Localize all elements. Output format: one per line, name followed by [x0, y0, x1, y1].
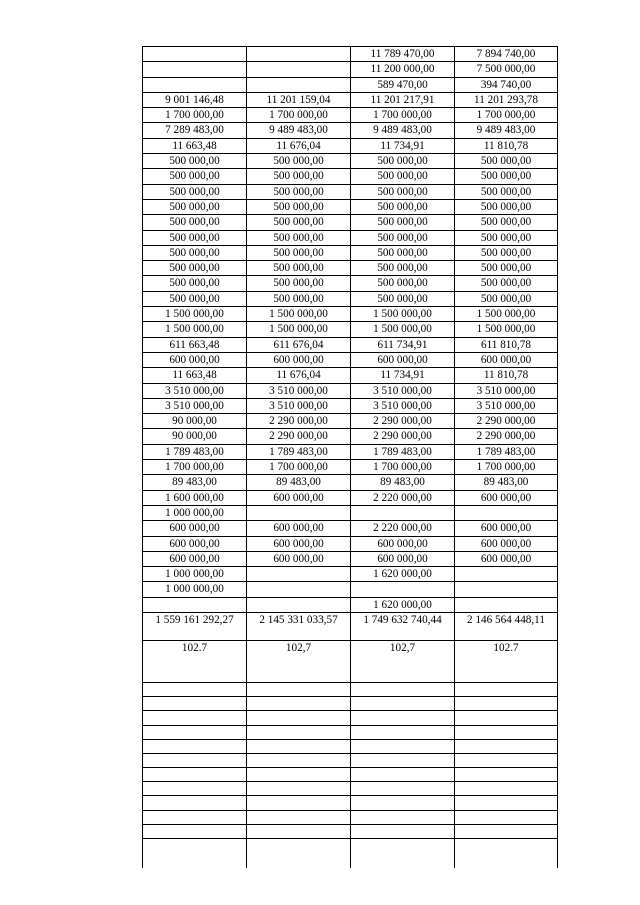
- table-cell: 11 200 000,00: [350, 62, 454, 76]
- table-cell: 500 000,00: [246, 185, 350, 199]
- table-cell: 1 500 000,00: [350, 322, 454, 336]
- table-cell: [246, 506, 350, 520]
- table-cell: 1 789 483,00: [454, 445, 558, 459]
- table-cell: 2 220 000,00: [350, 491, 454, 505]
- table-cell: 600 000,00: [142, 552, 246, 566]
- table-cell: 500 000,00: [142, 292, 246, 306]
- table-cell: 500 000,00: [246, 231, 350, 245]
- table-row: [142, 444, 558, 459]
- table-cell: [454, 567, 558, 581]
- data-table: [142, 46, 558, 868]
- table-cell: 500 000,00: [246, 276, 350, 290]
- table-row: [142, 46, 558, 61]
- table-cell: 500 000,00: [142, 215, 246, 229]
- table-cell: [454, 839, 558, 852]
- table-cell: 3 510 000,00: [454, 384, 558, 398]
- table-row: [142, 291, 558, 306]
- table-row: [142, 413, 558, 428]
- table-cell: [246, 811, 350, 824]
- table-cell: 1 700 000,00: [454, 108, 558, 122]
- table-cell: 500 000,00: [454, 246, 558, 260]
- table-cell: 1 700 000,00: [142, 460, 246, 474]
- table-cell: 1 500 000,00: [454, 307, 558, 321]
- table-cell: 1 789 483,00: [142, 445, 246, 459]
- table-cell: 9 001 146,48: [142, 93, 246, 107]
- table-cell: 1 500 000,00: [142, 322, 246, 336]
- table-row: [142, 795, 558, 809]
- table-cell: [454, 825, 558, 838]
- table-cell: [142, 726, 246, 739]
- table-cell: 1 700 000,00: [246, 108, 350, 122]
- table-row: [142, 428, 558, 443]
- table-cell: 600 000,00: [350, 552, 454, 566]
- table-cell: 7 894 740,00: [454, 47, 558, 61]
- table-cell: 11 201 159,04: [246, 93, 350, 107]
- table-row: [142, 551, 558, 566]
- table-cell: 500 000,00: [454, 231, 558, 245]
- table-row: [142, 505, 558, 520]
- table-row: [142, 199, 558, 214]
- table-cell: 589 470,00: [350, 78, 454, 92]
- table-cell: 500 000,00: [454, 169, 558, 183]
- table-row: [142, 61, 558, 76]
- table-cell: [454, 683, 558, 696]
- table-cell: [142, 62, 246, 76]
- table-cell: 2 290 000,00: [246, 414, 350, 428]
- table-cell: [454, 582, 558, 596]
- table-cell: 500 000,00: [142, 185, 246, 199]
- table-cell: [350, 852, 454, 868]
- table-row: [142, 640, 558, 682]
- table-cell: 500 000,00: [350, 231, 454, 245]
- table-cell: 1 500 000,00: [246, 322, 350, 336]
- table-cell: 500 000,00: [454, 292, 558, 306]
- table-cell: [246, 825, 350, 838]
- table-row: [142, 612, 558, 640]
- table-cell: 500 000,00: [246, 169, 350, 183]
- table-cell: [350, 683, 454, 696]
- table-cell: 11 676,04: [246, 139, 350, 153]
- table-cell: 611 734,91: [350, 338, 454, 352]
- table-cell: 89 483,00: [246, 475, 350, 489]
- table-cell: 500 000,00: [246, 200, 350, 214]
- table-cell: 1 789 483,00: [350, 445, 454, 459]
- table-row: [142, 260, 558, 275]
- table-cell: [246, 78, 350, 92]
- table-cell: [246, 47, 350, 61]
- table-cell: 1 500 000,00: [246, 307, 350, 321]
- table-cell: 7 289 483,00: [142, 123, 246, 137]
- table-cell: 1 600 000,00: [142, 491, 246, 505]
- table-row: [142, 566, 558, 581]
- table-cell: 11 201 293,78: [454, 93, 558, 107]
- table-cell: [142, 811, 246, 824]
- table-cell: 1 700 000,00: [246, 460, 350, 474]
- table-cell: 11 810,78: [454, 139, 558, 153]
- table-cell: 9 489 483,00: [246, 123, 350, 137]
- table-cell: 500 000,00: [454, 261, 558, 275]
- table-cell: [350, 782, 454, 795]
- table-cell: 2 220 000,00: [350, 521, 454, 535]
- table-cell: 600 000,00: [142, 353, 246, 367]
- table-cell: 611 676,04: [246, 338, 350, 352]
- table-row: [142, 459, 558, 474]
- table-cell: 500 000,00: [246, 154, 350, 168]
- table-row: [142, 214, 558, 229]
- table-cell: [246, 711, 350, 724]
- table-cell: 3 510 000,00: [142, 399, 246, 413]
- table-row: [142, 321, 558, 336]
- table-cell: 3 510 000,00: [246, 399, 350, 413]
- table-cell: [350, 796, 454, 809]
- table-cell: 2 290 000,00: [350, 414, 454, 428]
- table-cell: [246, 782, 350, 795]
- table-cell: [350, 754, 454, 767]
- table-cell: 500 000,00: [454, 185, 558, 199]
- table-cell: 600 000,00: [454, 537, 558, 551]
- table-cell: 11 663,48: [142, 139, 246, 153]
- table-cell: 11 734,91: [350, 368, 454, 382]
- table-cell: 11 810,78: [454, 368, 558, 382]
- table-cell: 600 000,00: [454, 353, 558, 367]
- table-cell: 500 000,00: [350, 246, 454, 260]
- table-cell: [246, 796, 350, 809]
- table-cell: 500 000,00: [350, 200, 454, 214]
- table-row: [142, 383, 558, 398]
- table-row: [142, 781, 558, 795]
- table-cell: [246, 754, 350, 767]
- table-cell: 500 000,00: [350, 215, 454, 229]
- table-cell: 500 000,00: [246, 215, 350, 229]
- table-cell: [142, 796, 246, 809]
- table-cell: 500 000,00: [142, 154, 246, 168]
- table-cell: 500 000,00: [142, 231, 246, 245]
- table-cell: [246, 697, 350, 710]
- table-row: [142, 168, 558, 183]
- table-cell: 2 290 000,00: [454, 429, 558, 443]
- table-row: [142, 852, 558, 868]
- table-cell: 102.7: [454, 641, 558, 682]
- table-cell: 1 500 000,00: [142, 307, 246, 321]
- table-row: [142, 520, 558, 535]
- table-cell: [454, 726, 558, 739]
- table-cell: 500 000,00: [142, 169, 246, 183]
- table-cell: 1 000 000,00: [142, 582, 246, 596]
- table-cell: [142, 782, 246, 795]
- table-cell: 1 500 000,00: [454, 322, 558, 336]
- table-cell: [246, 598, 350, 612]
- table-cell: [246, 567, 350, 581]
- table-cell: 500 000,00: [142, 276, 246, 290]
- table-cell: 600 000,00: [246, 537, 350, 551]
- table-cell: [350, 811, 454, 824]
- table-row: [142, 597, 558, 612]
- table-cell: 1 700 000,00: [454, 460, 558, 474]
- table-cell: [454, 711, 558, 724]
- table-cell: [142, 839, 246, 852]
- table-cell: [454, 754, 558, 767]
- table-row: [142, 581, 558, 596]
- table-row: [142, 767, 558, 781]
- table-cell: 500 000,00: [454, 154, 558, 168]
- table-cell: [246, 62, 350, 76]
- table-cell: 600 000,00: [246, 491, 350, 505]
- table-cell: 1 500 000,00: [350, 307, 454, 321]
- table-row: [142, 107, 558, 122]
- table-cell: [142, 47, 246, 61]
- table-cell: 3 510 000,00: [142, 384, 246, 398]
- table-cell: 3 510 000,00: [350, 399, 454, 413]
- table-cell: [454, 782, 558, 795]
- table-cell: [350, 711, 454, 724]
- table-cell: [246, 740, 350, 753]
- table-row: [142, 536, 558, 551]
- table-cell: 600 000,00: [454, 521, 558, 535]
- table-cell: [142, 711, 246, 724]
- table-cell: [454, 697, 558, 710]
- table-row: [142, 474, 558, 489]
- table-row: [142, 352, 558, 367]
- table-cell: 11 663,48: [142, 368, 246, 382]
- table-cell: [246, 582, 350, 596]
- table-row: [142, 245, 558, 260]
- table-cell: [454, 740, 558, 753]
- table-row: [142, 710, 558, 724]
- table-row: [142, 122, 558, 137]
- table-cell: 3 510 000,00: [246, 384, 350, 398]
- table-row: [142, 153, 558, 168]
- table-cell: 394 740,00: [454, 78, 558, 92]
- table-cell: 600 000,00: [454, 491, 558, 505]
- table-cell: 9 489 483,00: [350, 123, 454, 137]
- table-cell: [350, 740, 454, 753]
- table-cell: 9 489 483,00: [454, 123, 558, 137]
- table-cell: [246, 852, 350, 868]
- table-cell: [350, 697, 454, 710]
- table-cell: 600 000,00: [142, 537, 246, 551]
- table-row: [142, 92, 558, 107]
- table-cell: [454, 598, 558, 612]
- table-row: [142, 838, 558, 852]
- table-cell: [142, 683, 246, 696]
- table-cell: 1 700 000,00: [142, 108, 246, 122]
- table-cell: 600 000,00: [246, 353, 350, 367]
- table-cell: [350, 582, 454, 596]
- table-cell: 2 290 000,00: [246, 429, 350, 443]
- table-cell: 90 000,00: [142, 429, 246, 443]
- table-cell: [454, 811, 558, 824]
- table-cell: 7 500 000,00: [454, 62, 558, 76]
- table-cell: 500 000,00: [350, 185, 454, 199]
- table-cell: [142, 852, 246, 868]
- table-cell: [142, 78, 246, 92]
- table-row: [142, 725, 558, 739]
- table-cell: 500 000,00: [350, 169, 454, 183]
- table-row: [142, 184, 558, 199]
- table-cell: [246, 683, 350, 696]
- table-cell: 1 620 000,00: [350, 567, 454, 581]
- table-cell: 89 483,00: [142, 475, 246, 489]
- table-cell: [350, 768, 454, 781]
- table-cell: 600 000,00: [350, 353, 454, 367]
- table-row: [142, 77, 558, 92]
- table-cell: [142, 825, 246, 838]
- table-cell: [350, 839, 454, 852]
- table-cell: [246, 768, 350, 781]
- table-cell: 500 000,00: [246, 246, 350, 260]
- table-cell: [142, 598, 246, 612]
- table-cell: 500 000,00: [142, 200, 246, 214]
- table-cell: [142, 754, 246, 767]
- table-row: [142, 753, 558, 767]
- table-cell: 500 000,00: [454, 276, 558, 290]
- table-row: [142, 824, 558, 838]
- table-cell: 2 145 331 033,57: [246, 613, 350, 640]
- table-row: [142, 138, 558, 153]
- table-cell: 11 789 470,00: [350, 47, 454, 61]
- table-cell: 500 000,00: [246, 292, 350, 306]
- table-row: [142, 490, 558, 505]
- table-row: [142, 682, 558, 696]
- table-cell: 500 000,00: [350, 261, 454, 275]
- table-cell: [246, 726, 350, 739]
- table-row: [142, 367, 558, 382]
- table-cell: [350, 726, 454, 739]
- table-cell: 1 000 000,00: [142, 506, 246, 520]
- table-cell: 1 559 161 292,27: [142, 613, 246, 640]
- table-row: [142, 337, 558, 352]
- table-cell: [142, 740, 246, 753]
- table-cell: 1 620 000,00: [350, 598, 454, 612]
- table-cell: 611 663,48: [142, 338, 246, 352]
- table-cell: 2 290 000,00: [350, 429, 454, 443]
- table-cell: 600 000,00: [246, 521, 350, 535]
- table-cell: 500 000,00: [142, 246, 246, 260]
- table-cell: [454, 506, 558, 520]
- table-cell: 500 000,00: [142, 261, 246, 275]
- table-row: [142, 275, 558, 290]
- table-cell: [454, 852, 558, 868]
- table-cell: [142, 768, 246, 781]
- table-cell: 90 000,00: [142, 414, 246, 428]
- table-cell: [350, 506, 454, 520]
- table-cell: [350, 825, 454, 838]
- table-cell: [142, 697, 246, 710]
- table-cell: [246, 839, 350, 852]
- table-cell: 1 700 000,00: [350, 108, 454, 122]
- table-cell: 1 789 483,00: [246, 445, 350, 459]
- table-cell: 3 510 000,00: [454, 399, 558, 413]
- table-cell: 600 000,00: [246, 552, 350, 566]
- table-cell: 600 000,00: [142, 521, 246, 535]
- table-cell: 500 000,00: [350, 292, 454, 306]
- table-cell: [454, 768, 558, 781]
- table-cell: 500 000,00: [350, 276, 454, 290]
- table-cell: 600 000,00: [454, 552, 558, 566]
- table-cell: 500 000,00: [246, 261, 350, 275]
- table-row: [142, 306, 558, 321]
- table-row: [142, 810, 558, 824]
- table-cell: 500 000,00: [454, 200, 558, 214]
- table-cell: 102,7: [350, 641, 454, 682]
- table-cell: 11 201 217,91: [350, 93, 454, 107]
- table-cell: 102,7: [246, 641, 350, 682]
- table-cell: 89 483,00: [350, 475, 454, 489]
- table-cell: 11 734,91: [350, 139, 454, 153]
- table-cell: 2 290 000,00: [454, 414, 558, 428]
- table-row: [142, 696, 558, 710]
- table-cell: 1 749 632 740,44: [350, 613, 454, 640]
- table-row: [142, 398, 558, 413]
- table-cell: 3 510 000,00: [350, 384, 454, 398]
- table-cell: 1 000 000,00: [142, 567, 246, 581]
- table-cell: 1 700 000,00: [350, 460, 454, 474]
- table-cell: 500 000,00: [454, 215, 558, 229]
- table-cell: [454, 796, 558, 809]
- table-cell: 2 146 564 448,11: [454, 613, 558, 640]
- table-cell: 89 483,00: [454, 475, 558, 489]
- table-row: [142, 230, 558, 245]
- table-cell: 11 676,04: [246, 368, 350, 382]
- table-row: [142, 739, 558, 753]
- table-cell: 611 810,78: [454, 338, 558, 352]
- table-cell: 102.7: [142, 641, 246, 682]
- table-cell: 500 000,00: [350, 154, 454, 168]
- table-cell: 600 000,00: [350, 537, 454, 551]
